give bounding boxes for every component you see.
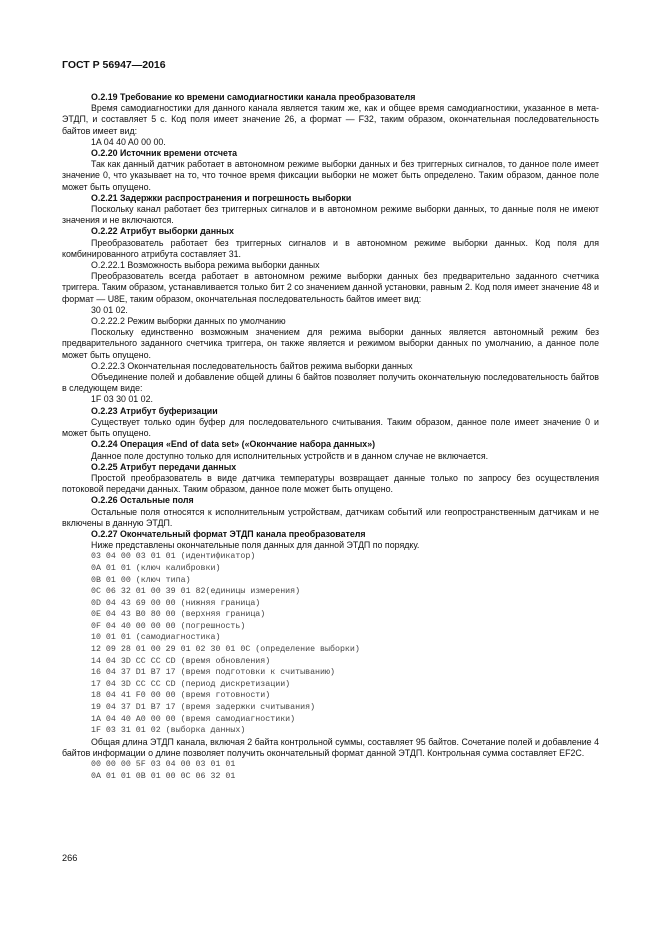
page-body [62,92,599,782]
section-text-o-2-23: Существует только один буфер для последовательного считывания. Таким образом, данное поле имеет значение 0 и может быть опущено. [62,416,599,439]
code-line: 0A 01 01 (ключ калибровки) [91,563,221,573]
byte-sequence: 1A 04 40 A0 00 00. [91,136,166,147]
code-line: 0B 01 00 (ключ типа) [91,575,191,585]
section-text-o-2-24: Данное поле доступно только для исполнительных устройств и в данном случае не включается. [91,450,489,461]
code-line: 0C 06 32 01 00 39 01 82(единицы измерения) [91,587,301,597]
code-line: 0D 04 43 69 00 00 (нижняя граница) [91,598,261,608]
section-text-o-2-22: Преобразователь работает без триггерных сигналов и в автономном режиме выборки данных. Код поля для комбинированного атрибута составляет 31. [62,237,599,259]
code-line: 10 01 01 (самодиагностика) [91,633,221,643]
code-line: 1A 04 40 A0 00 00 (время самодиагностики) [91,714,296,724]
section-text-o-2-26: Остальные поля относятся к исполнительным устройствам, датчикам событий или геопространственным датчикам и не включены в данную ЭТДП. [62,506,599,528]
code-line: 17 04 3D CC CC CD (период дискретизации) [91,679,291,689]
subsection-title-o-2-22-1: O.2.22.1 Возможность выбора режима выборки данных [91,260,320,271]
section-heading-o-2-24: O.2.24 Операция «End of data set» («Окончание набора данных») [91,439,376,450]
code-line: 12 09 28 01 00 29 01 02 30 01 0C (определение выборки) [91,645,360,655]
code-line: 0F 04 40 00 00 00 (погрешность) [91,621,246,631]
section-heading-o-2-20: O.2.20 Источник времени отсчета [91,148,238,159]
section-heading-o-2-22: O.2.22 Атрибут выборки данных [91,226,234,237]
subsection-text-o-2-22-1: Преобразователь всегда работает в автономном режиме выборки данных без предварительно заданного счетчика триггера. Таким образом, устанавливается только бит 2 со значением данной установки, равным 2. Код поля имеет значение 48 и формат — U8E, таким образом, окончательная последовательность байтов имеет вид: [62,271,599,304]
subsection-text-o-2-22-3: Объединение полей и добавление общей длины 6 байтов позволяет получить окончательную последовательность байтов в следующем виде: [62,372,599,394]
final-byte-line: 0A 01 01 0B 01 00 0C 06 32 01 [91,771,236,781]
subsection-title-o-2-22-3: O.2.22.3 Окончательная последовательность байтов режима выборки данных [91,360,413,371]
code-line: 19 04 37 D1 B7 17 (время задержки считывания) [91,703,316,713]
section-heading-o-2-26: O.2.26 Остальные поля [91,495,194,506]
code-line: 0E 04 43 B0 80 00 (верхняя граница) [91,610,266,620]
code-line: 1F 03 31 01 02 (выборка данных) [91,726,246,736]
section-text-o-2-19: Время самодиагностики для данного канала является таким же, как и общее время самодиагностики, указанное в мета-ЭТДП, и составляет 5 с. Код поля имеет значение 26, а формат — F32, таким образом, окончательная последовательность байтов имеет вид: [62,103,599,136]
page-number: 266 [62,853,78,863]
code-line: 16 04 37 D1 B7 17 (время подготовки к считыванию) [91,668,335,678]
section-heading-o-2-25: O.2.25 Атрибут передачи данных [91,461,237,472]
byte-sequence: 1F 03 30 01 02. [91,394,153,405]
byte-sequence: 30 01 02. [91,304,128,315]
code-line: 18 04 41 F0 00 00 (время готовности) [91,691,271,701]
section-text-o-2-25: Простой преобразователь в виде датчика температуры возвращает данные только по запросу без осуществления потоковой передачи данных. Таким образом, данное поле может быть опущено. [62,472,599,495]
subsection-text-o-2-22-2: Поскольку единственно возможным значением для режима выборки данных является автономный режим без предварительного заданного счетчика триггера, он также является и режимом выборки данных по умолчанию, а данное поле может быть опущено. [62,327,599,360]
document-header: ГОСТ Р 56947—2016 [62,59,166,71]
section-intro-o-2-27: Ниже представлены окончательные поля данных для данной ЭТДП по порядку. [91,540,420,551]
final-byte-line: 00 00 00 5F 03 04 00 03 01 01 [91,760,236,770]
section-heading-o-2-21: O.2.21 Задержки распространения и погрешность выборки [91,192,352,203]
section-heading-o-2-19: O.2.19 Требование ко времени самодиагностики канала преобразователя [91,92,416,102]
section-summary-o-2-27: Общая длина ЭТДП канала, включая 2 байта контрольной суммы, составляет 95 байтов. Сочетание полей и добавление 4 байтов информации о длине позволяет получить окончательный формат данной ЭТДП. Контрольная сумма составляет EF2C. [62,736,599,759]
code-line: 03 04 00 03 01 01 (идентификатор) [91,552,256,562]
section-heading-o-2-23: O.2.23 Атрибут буферизации [91,405,218,416]
code-line: 14 04 3D CC CC CD (время обновления) [91,656,271,666]
section-text-o-2-20: Так как данный датчик работает в автономном режиме выборки данных и без триггерных сигналов, то данное поле имеет значение 0, что указывает на то, что точное время фиксации выборки не может быть определено. Таким образом, данное поле может быть опущено. [62,159,599,192]
section-heading-o-2-27: O.2.27 Окончательный формат ЭТДП канала преобразователя [91,528,366,539]
section-text-o-2-21: Поскольку канал работает без триггерных сигналов и в автономном режиме выборки данных, то данные поля не имеют значения и не включаются. [62,204,599,226]
subsection-title-o-2-22-2: O.2.22.2 Режим выборки данных по умолчанию [91,316,286,327]
